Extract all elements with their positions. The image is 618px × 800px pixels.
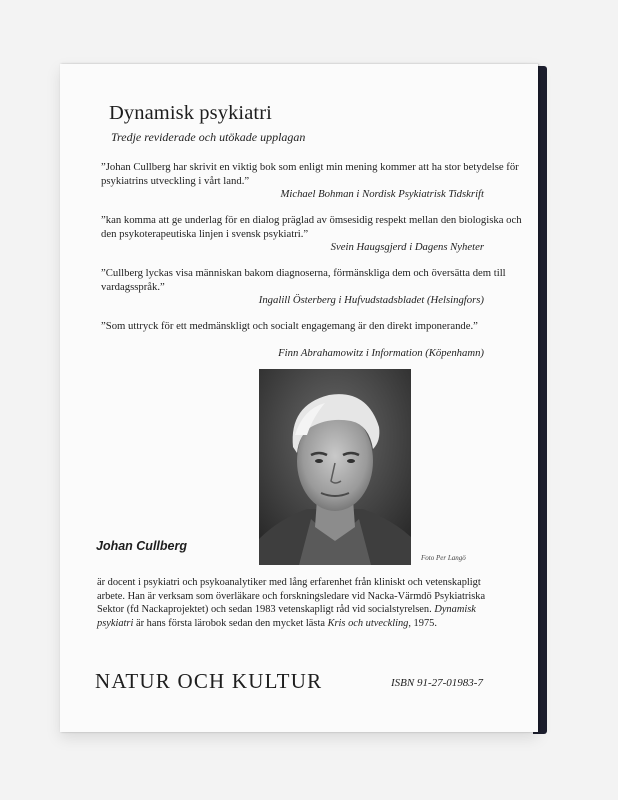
author-bio-book-title: Kris och utveckling xyxy=(327,617,409,629)
book-title: Dynamisk psykiatri xyxy=(109,102,272,124)
photo-credit: Foto Per Langö xyxy=(421,554,466,562)
author-name: Johan Cullberg xyxy=(96,539,187,553)
quote-text: ”kan komma att ge underlag för en dialog präglad av ömsesidig respekt mellan den biologiska och den psykoterapeutiska linjen i svensk psykiatri.” xyxy=(101,214,522,240)
author-photo xyxy=(259,369,411,565)
quote-source: Michael Bohman i Nordisk Psykiatrisk Tidskrift xyxy=(280,188,484,200)
quote-text: ”Johan Cullberg har skrivit en viktig bok som enligt min mening kommer att ha stor betydelse för psykiatrins utveckling i vårt land.” xyxy=(101,161,519,187)
quote-text: ”Som uttryck för ett medmänskligt och socialt engagemang är den direkt imponerande.” xyxy=(101,320,478,332)
book-subtitle: Tredje reviderade och utökade upplagan xyxy=(111,130,306,144)
quote-text: ”Cullberg lyckas visa människan bakom diagnoserna, förmänskliga dem och översätta dem till vardagsspråk.” xyxy=(101,267,506,293)
author-portrait-image xyxy=(259,369,411,565)
isbn: ISBN 91-27-01983-7 xyxy=(391,677,483,689)
publisher-name: NATUR OCH KULTUR xyxy=(95,669,323,693)
author-bio-text: är hans första lärobok sedan den mycket lästa xyxy=(133,617,328,629)
author-bio-text: är docent i psykiatri och psykoanalytiker med lång erfarenhet från kliniskt och vetenskapligt arbete. Han är verksam som överläkare och forskningsledare vid Nacka-Värmdö Psykiatriska Sektor (fd Nackaprojektet) och sedan 1983 vetenskapligt råd vid socialstyrelsen. xyxy=(97,577,486,616)
quote-source: Svein Haugsgjerd i Dagens Nyheter xyxy=(330,241,484,253)
author-bio-text: , 1975. xyxy=(408,617,437,629)
author-bio xyxy=(97,576,502,630)
book-back-cover xyxy=(60,64,538,732)
quote-source: Finn Abrahamowitz i Information (Köpenhamn) xyxy=(278,347,484,359)
quote-source: Ingalill Österberg i Hufvudstadsbladet (Helsingfors) xyxy=(258,294,484,306)
author-bio-book-title: Dynamisk psykiatri xyxy=(97,604,476,629)
